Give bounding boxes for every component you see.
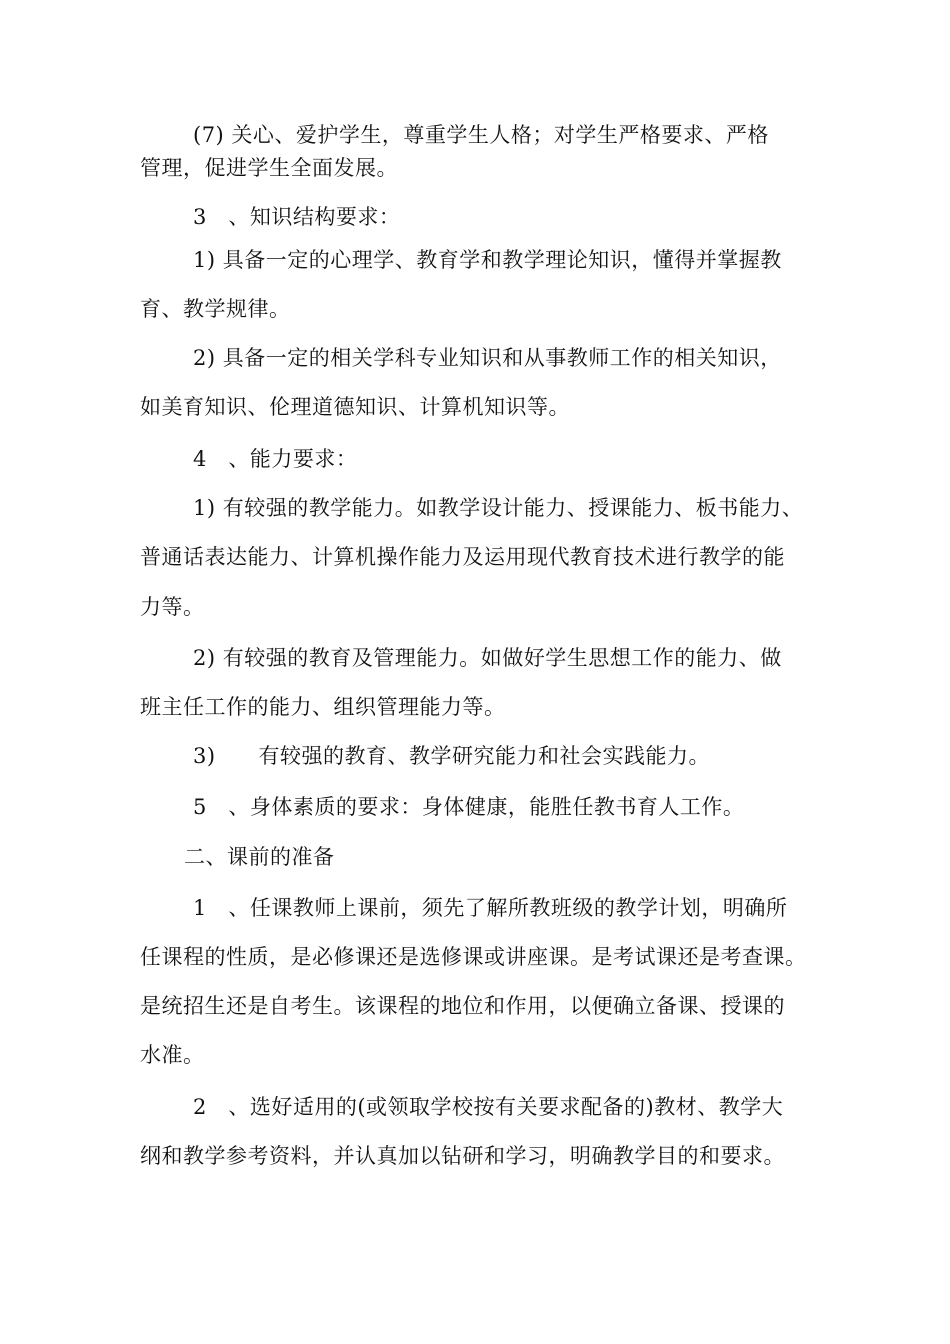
text-line: 2 、选好适用的(或领取学校按有关要求配备的)教材、教学大 bbox=[193, 1095, 784, 1119]
section-heading: 二、课前的准备 bbox=[184, 845, 335, 869]
section-heading: 3 、知识结构要求： bbox=[193, 205, 401, 229]
text-line: (7) 关心、爱护学生，尊重学生人格；对学生严格要求、严格 bbox=[193, 123, 769, 147]
section-heading: 4 、能力要求： bbox=[193, 447, 358, 471]
text-line: 育、教学规律。 bbox=[140, 297, 291, 321]
text-line: 1) 具备一定的心理学、教育学和教学理论知识，懂得并掌握教 bbox=[193, 248, 782, 272]
text-line: 3) 有较强的教育、教学研究能力和社会实践能力。 bbox=[193, 744, 711, 768]
text-line: 班主任工作的能力、组织管理能力等。 bbox=[140, 695, 506, 719]
text-line: 2) 有较强的教育及管理能力。如做好学生思想工作的能力、做 bbox=[193, 646, 782, 670]
text-line: 如美育知识、伦理道德知识、计算机知识等。 bbox=[140, 395, 570, 419]
text-line: 纲和教学参考资料，并认真加以钻研和学习，明确教学目的和要求。 bbox=[140, 1144, 785, 1168]
text-line: 是统招生还是自考生。该课程的地位和作用，以便确立备课、授课的 bbox=[140, 994, 785, 1018]
section-heading: 5 、身体素质的要求：身体健康，能胜任教书育人工作。 bbox=[193, 795, 745, 819]
text-line: 力等。 bbox=[140, 595, 205, 619]
text-line: 1 、任课教师上课前，须先了解所教班级的教学计划，明确所 bbox=[193, 896, 788, 920]
text-line: 水准。 bbox=[140, 1043, 205, 1067]
text-line: 2) 具备一定的相关学科专业知识和从事教师工作的相关知识， bbox=[193, 346, 782, 370]
text-line: 1) 有较强的教学能力。如教学设计能力、授课能力、板书能力、 bbox=[193, 496, 804, 520]
text-line: 任课程的性质，是必修课还是选修课或讲座课。是考试课还是考查课。 bbox=[140, 945, 807, 969]
text-line: 管理，促进学生全面发展。 bbox=[140, 156, 398, 180]
text-line: 普通话表达能力、计算机操作能力及运用现代教育技术进行教学的能 bbox=[140, 545, 785, 569]
